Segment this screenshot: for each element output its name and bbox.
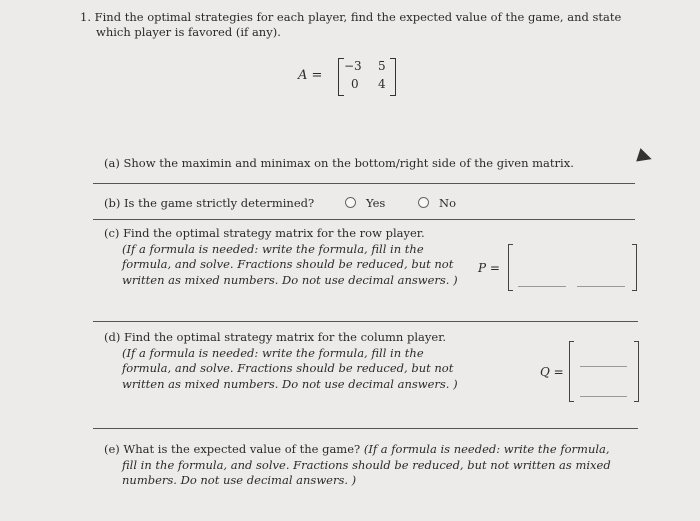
part-e-title: (e) What is the expected value of the game? xyxy=(104,442,361,456)
radio-no-label: No xyxy=(439,196,456,210)
part-e-instruction-3: numbers. Do not use decimal answers. ) xyxy=(122,473,357,487)
part-c-instruction-3: written as mixed numbers. Do not use decimal answers. ) xyxy=(122,272,458,287)
matrix-cell-r2c1: 0 xyxy=(351,77,359,91)
part-e xyxy=(104,442,644,489)
radio-no[interactable] xyxy=(418,197,429,208)
part-c-instruction-1: (If a formula is needed: write the formula, fill in the xyxy=(122,241,424,256)
matrix-right-bracket xyxy=(390,58,396,96)
part-a-text: (a) Show the maximin and minimax on the bottom/right side of the given matrix. xyxy=(104,156,574,170)
p-left-bracket xyxy=(508,244,513,291)
payoff-matrix xyxy=(298,58,408,98)
divider xyxy=(93,428,638,429)
radio-yes-label: Yes xyxy=(366,196,386,210)
divider xyxy=(93,321,638,322)
question-heading xyxy=(80,10,640,40)
part-d-title: (d) Find the optimal strategy matrix for the column player. xyxy=(104,330,447,344)
matrix-cell-r1c2: 5 xyxy=(378,59,386,73)
p-entry-2-input[interactable] xyxy=(577,286,625,287)
q-label: Q = xyxy=(540,365,564,379)
matrix-cell-r1c1: −3 xyxy=(344,59,362,73)
p-entry-1-input[interactable] xyxy=(518,286,566,287)
part-d-instruction-1: (If a formula is needed: write the formula, fill in the xyxy=(122,345,424,360)
question-number: 1. xyxy=(80,10,91,24)
q-right-bracket xyxy=(634,341,639,402)
part-b-text: (b) Is the game strictly determined? xyxy=(104,196,315,210)
p-right-bracket xyxy=(632,244,637,291)
q-entry-1-input[interactable] xyxy=(580,366,627,367)
radio-yes[interactable] xyxy=(345,197,356,208)
question-line-2: which player is favored (if any). xyxy=(96,25,281,39)
q-left-bracket xyxy=(569,341,574,402)
divider xyxy=(93,183,635,184)
part-d-instruction-2: formula, and solve. Fractions should be reduced, but not xyxy=(122,361,454,375)
p-label: P = xyxy=(478,261,500,275)
part-e-instruction-1: (If a formula is needed: write the formula, xyxy=(363,442,610,456)
part-d-instruction-3: written as mixed numbers. Do not use decimal answers. ) xyxy=(122,376,458,391)
part-c-title: (c) Find the optimal strategy matrix for the row player. xyxy=(104,226,425,240)
part-c-instruction-2: formula, and solve. Fractions should be reduced, but not xyxy=(122,257,454,271)
matrix-cell-r2c2: 4 xyxy=(378,77,386,91)
matrix-label: A = xyxy=(298,68,323,83)
question-line-1: Find the optimal strategies for each player, find the expected value of the game, and state xyxy=(94,10,622,24)
part-e-instruction-2: fill in the formula, and solve. Fractions should be reduced, but not written as mixed xyxy=(122,457,611,472)
q-entry-2-input[interactable] xyxy=(580,396,627,397)
cursor-arrow-icon xyxy=(636,148,654,166)
part-c xyxy=(104,226,464,288)
part-d xyxy=(104,330,464,392)
divider xyxy=(93,219,635,220)
